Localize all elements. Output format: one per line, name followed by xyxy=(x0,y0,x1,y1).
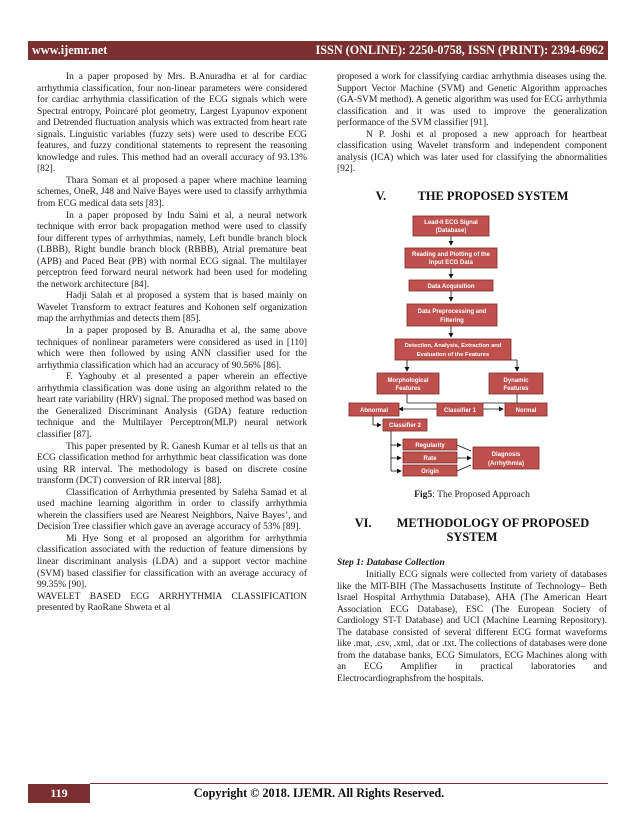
box-label: Input ECG Data xyxy=(428,259,474,266)
box-label: Normal xyxy=(515,407,537,414)
page-footer xyxy=(28,784,608,803)
section-title: METHODOLOGY OF PROPOSED xyxy=(396,516,590,531)
flowchart-diagram xyxy=(337,211,607,485)
figure-caption xyxy=(337,489,607,501)
section-heading-6 xyxy=(337,516,607,544)
box-label: Evaluation of the Features xyxy=(416,351,490,358)
paragraph: In a paper proposed by Mrs. B.Anuradha et al for cardiac arrhythmia classification, four non-linear parameters were considered for cardiac arrhythmia classification of the ECG signals which were Spectral entropy, Poincaré plot geometry, Largest Lyapunov exponent and Detrended fluctuation analysis which was extracted from heart rate signals. Linguistic variables (fuzzy sets) were used to describe ECG features, and fuzzy conditional statements to represent the reasoning knowledge and rules. This method had an overall accuracy of 93.13% [82]. xyxy=(37,72,307,175)
paragraph: WAVELET BASED ECG ARRHYTHMIA CLASSIFICATION presented by RaoRane Shweta et al xyxy=(37,591,307,614)
paragraph: In a paper proposed by Indu Saini et al, a neural network technique with error back propagation method were used to classify four different types of arrhythmias, namely, Left bundle branch block (LBBB), Right bundle branch block (RBBB), Atrial premature beat (APB) and Paced Beat (PB) with normal ECG signal. The multilayer perceptron feed forward neural network had been used for modeling the network architecture [84]. xyxy=(37,210,307,290)
box-label: Lead-II ECG Signal xyxy=(424,219,478,226)
box-label: Features xyxy=(395,385,421,392)
right-column xyxy=(337,72,607,685)
proposed-system-figure xyxy=(337,211,607,485)
figure-caption-label: Fig5 xyxy=(414,488,433,500)
section-number: V. xyxy=(375,188,387,203)
paragraph: N P. Joshi et al proposed a new approach for heartbeat classification using Wavelet transform and independent component analysis (ICA) which was later used for classifying the abnormalities [92]. xyxy=(337,129,607,175)
box-label: Morphological xyxy=(387,377,429,384)
box-label: Classifier 2 xyxy=(388,422,422,429)
box-label: Data Acquisition xyxy=(427,283,475,290)
section-title: THE PROPOSED SYSTEM xyxy=(417,188,569,203)
box-label: Abnormal xyxy=(359,407,389,414)
box-label: Origin xyxy=(421,468,439,475)
box-label: Rate xyxy=(423,455,437,462)
paragraph: Mi Hye Song et al proposed an algorithm for arrhythmia classification associated with the reduction of feature dimensions by linear discriminant analysis (LDA) and a support vector machine (SVM) based classifier for classification with an average accuracy of 99.35% [90]. xyxy=(37,533,307,591)
paragraph: F. Yaghouby et al presented a paper wherein an effective arrhythmia classification was done using an algorithm related to the heart rate variability (HRV) signal. The proposed method was based on the Generalized Discriminant Analysis (GDA) feature reduction technique and the Multilayer Perceptron(MLP) neural network classifier [87]. xyxy=(37,372,307,440)
box-label: Dynamic xyxy=(503,377,529,384)
paragraph: Thara Soman et al proposed a paper where machine learning schemes, OneR, J48 and Naïve Bayes were used to classify arrhythmia from ECG medical data sets [83]. xyxy=(37,175,307,210)
flowchart-boxes xyxy=(349,216,547,476)
box-label: (Arrhythmia) xyxy=(487,460,525,467)
step-1-title: Step 1: Database Collection xyxy=(337,558,445,569)
paragraph: This paper presented by R. Ganesh Kumar et al tells us that an ECG classification method for arrhythmic beat classification was done using RR interval. The methodology is based on discrete cosine transform (DCT) conversion of RR interval [88]. xyxy=(37,441,307,487)
box-label: Filtering xyxy=(440,317,464,324)
journal-issn: ISSN (ONLINE): 2250-0758, ISSN (PRINT): 2394-6962 xyxy=(315,43,604,57)
paragraph: Hadji Salah et al proposed a system that is based mainly on Wavelet Transform to extract features and Kohonen self organization map the arrhythmias and detects them [85]. xyxy=(37,291,307,325)
box-label: Features xyxy=(503,385,529,392)
paragraph: Classification of Arrhythmia presented by Saleha Samad et al used machine learning algorithm in order to classify arrhythmia wherein the classifiers used are Nearest Neighbors, Naive Bayes’, and Decision Tree classifier which gave an average accuracy of 53% [89]. xyxy=(37,487,307,533)
paragraph: proposed a work for classifying cardiac arrhythmia diseases using the. Support Vector Machine (SVM) and Genetic Algorithm approaches (GA-SVM method). A genetic algorithm was used for ECG arrhythmia classification and it was used to improve the generalization performance of the SVM classifier [91]. xyxy=(337,72,607,129)
page-number: 119 xyxy=(28,784,90,803)
box-label: Regularity xyxy=(415,442,445,449)
box-label: Data Preprocessing and xyxy=(417,308,487,315)
section-number: VI. xyxy=(354,516,372,531)
journal-header-bar xyxy=(28,41,608,60)
box-label: Diagnosis xyxy=(491,451,521,458)
figure-caption-text: : The Proposed Approach xyxy=(432,488,530,500)
paragraph: In a paper proposed by B. Anuradha et al, the same above techniques of nonlinear parameters were considered as used in [110] which were then followed by using ANN classifier used for the arrhythmia classification which had an accuracy of 90.56% [86]. xyxy=(37,326,307,371)
paragraph: Initially ECG signals were collected from variety of databases like the MIT-BIH (The Massachusetts Institute of Technology– Beth Israel Hospital Arrhythmia Database), AHA (The American Heart Association ECG Database), ESC (The European Society of Cardiology ST-T Database) and UCI (Machine Learning Repository). The database consisted of several different ECG format waveforms like .mat, .csv, .xml, .dat or .txt. The collections of databases were done from the database banks, ECG Simulators, ECG Machines along with an ECG Amplifier in practical laboratories and Electrocardiographsfrom the hospitals. xyxy=(337,570,607,684)
section-title-line2: SYSTEM xyxy=(446,530,498,545)
left-column xyxy=(37,72,307,615)
box-label: Reading and Plotting of the xyxy=(412,251,490,258)
journal-website[interactable]: www.ijemr.net xyxy=(32,43,108,57)
box-label: (Database) xyxy=(435,227,467,234)
section-heading-5 xyxy=(337,189,607,203)
box-label: Classifier 1 xyxy=(443,407,477,414)
copyright-notice: Copyright © 2018. IJEMR. All Rights Reserved. xyxy=(193,786,445,800)
box-label: Detection, Analysis, Extraction and xyxy=(404,342,502,349)
